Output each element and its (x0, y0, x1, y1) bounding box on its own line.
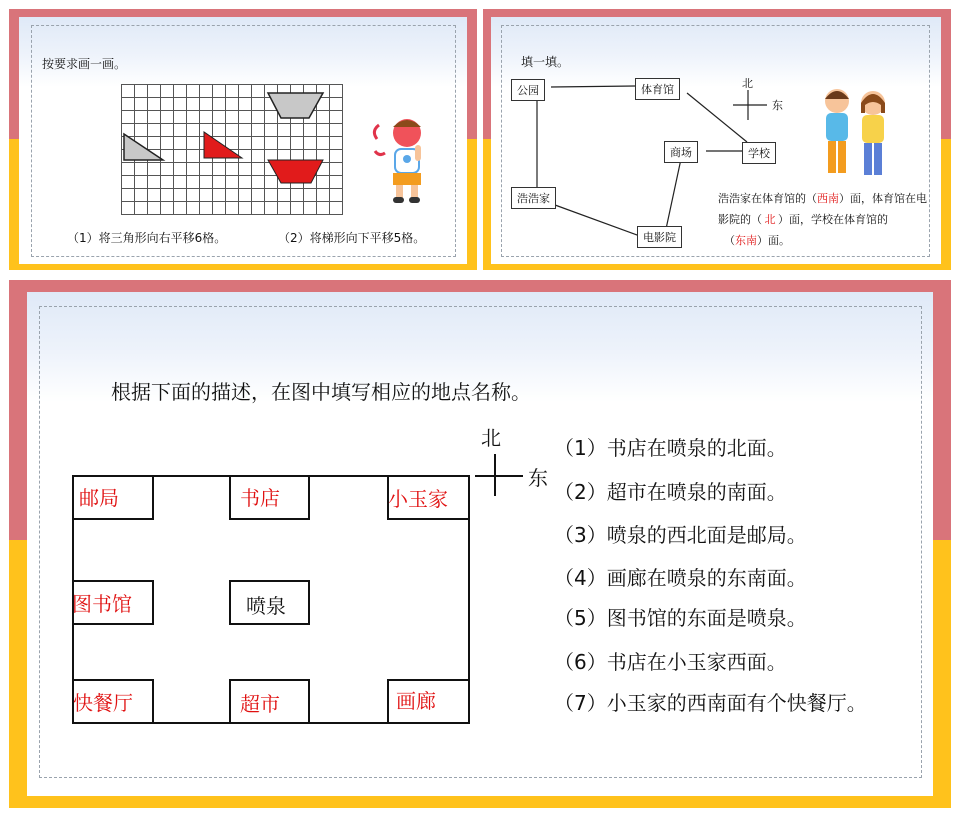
description-3: （3）喷泉的西北面是邮局。 (554, 523, 807, 547)
description-7: （7）小玉家的西南面有个快餐厅。 (554, 691, 867, 715)
description-5: （5）图书馆的东面是喷泉。 (554, 606, 807, 630)
slide-panel-map-fill (9, 280, 951, 808)
question-line-1: 浩浩家在体育馆的（西南）面，体育馆在电 (718, 192, 927, 205)
slide-sheet (19, 17, 467, 264)
panel2-heading: 填一填。 (521, 55, 570, 69)
question-line-2: 影院的（ 北 ）面，学校在体育馆的 (718, 213, 888, 226)
place-mall: 商场 (664, 141, 698, 163)
description-6: （6）书店在小玉家西面。 (554, 650, 787, 674)
compass-cross (471, 452, 527, 504)
slide-panel-drawing (9, 9, 477, 270)
thinking-boy-illustration (371, 109, 433, 205)
label-bookstore: 书店 (240, 486, 280, 510)
red-trapezoid (268, 160, 323, 183)
label-library: 图书馆 (72, 592, 132, 616)
compass-north-label: 北 (481, 426, 501, 450)
gray-trapezoid (268, 93, 323, 118)
task-2-text: （2）将梯形向下平移5格。 (278, 231, 426, 245)
answer-southwest: 西南 (817, 192, 839, 205)
compass-east-label: 东 (528, 466, 548, 490)
label-fast-food: 快餐厅 (73, 691, 133, 715)
gray-triangle (124, 134, 163, 160)
panel1-heading: 按要求画一画。 (42, 57, 127, 71)
description-1: （1）书店在喷泉的北面。 (554, 436, 787, 460)
panel3-heading: 根据下面的描述，在图中填写相应的地点名称。 (111, 380, 531, 404)
label-gallery: 画廊 (396, 689, 436, 713)
place-school: 学校 (742, 142, 776, 164)
two-children-illustration (817, 83, 897, 185)
place-park: 公园 (511, 79, 545, 101)
label-post-office: 邮局 (79, 486, 119, 510)
label-xiaoyu-home: 小玉家 (388, 487, 448, 511)
place-gym: 体育馆 (635, 78, 680, 100)
answer-southeast: 东南 (735, 234, 757, 247)
slide-panel-directions (483, 9, 951, 270)
slide-sheet (491, 17, 941, 264)
label-supermarket: 超市 (240, 692, 280, 716)
red-triangle (204, 132, 242, 158)
answer-north: 北 (764, 213, 776, 226)
question-line-3: （东南）面。 (724, 234, 790, 247)
description-2: （2）超市在喷泉的南面。 (554, 480, 787, 504)
compass-east-label: 东 (772, 99, 783, 112)
place-haohao-home: 浩浩家 (511, 187, 556, 209)
place-cinema: 电影院 (637, 226, 682, 248)
compass-north-label: 北 (742, 77, 753, 90)
task-1-text: （1）将三角形向右平移6格。 (67, 231, 227, 245)
label-fountain: 喷泉 (246, 594, 286, 618)
description-4: （4）画廊在喷泉的东南面。 (554, 566, 807, 590)
